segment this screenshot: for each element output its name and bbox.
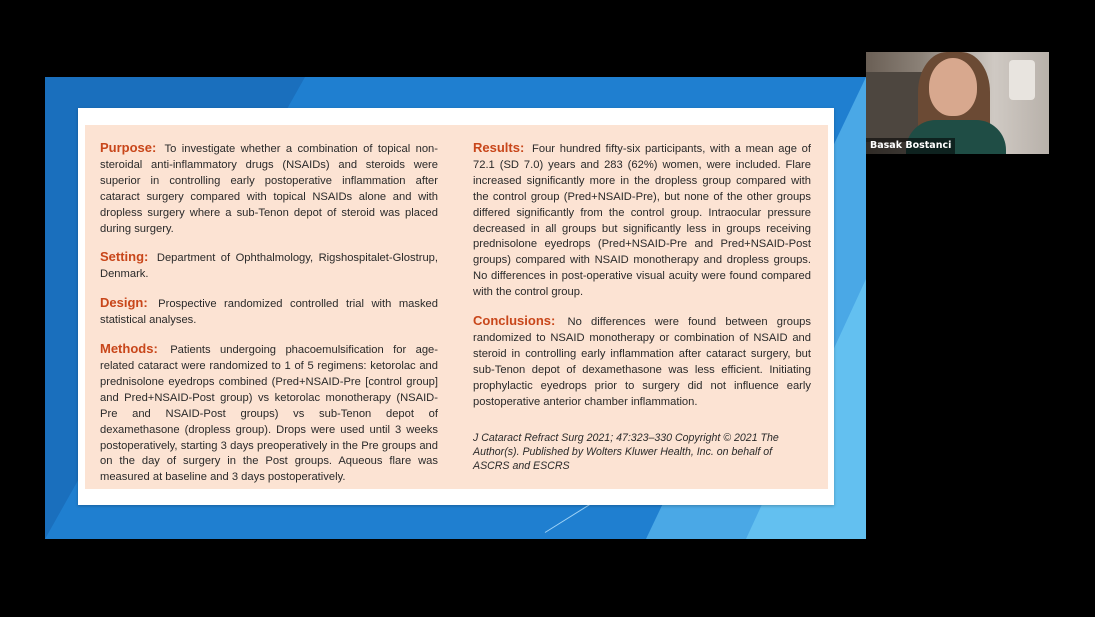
methods-heading: Methods: [100,341,158,357]
results-heading: Results: [473,140,525,155]
abstract-left-column [100,140,438,498]
results-section [473,140,811,301]
participant-name-label: Basak Bostanci [866,138,955,154]
conclusions-section [473,313,811,410]
abstract-panel [85,125,828,489]
slide-decoration-line [545,500,596,533]
design-text: Prospective randomized controlled trial with masked statistical analyses. [100,298,438,327]
setting-section [100,249,438,283]
methods-text: Patients undergoing phacoemulsification for age-related cataract were randomized to 1 of 5 regimens: ketorolac and prednisolone eyedrops combined (Pred+NSAID-Pre [control group] and Pred+NSAID-Post group) vs ketorolac monotherapy (NSAID-Pre and NSAID-Post groups) vs sub-Tenon depot of dexamethasone (dropless group). Drops were used until 3 weeks postoperatively, starting 3 days preoperatively in the Pre groups and on the day of surgery in the Post groups. Aqueous flare was measured at baseline and 3 days postoperatively. [100,344,438,484]
abstract-right-column [473,140,811,483]
purpose-section [100,140,438,237]
conclusions-heading: Conclusions: [473,313,556,329]
purpose-text: To investigate whether a combination of topical non-steroidal anti-inflammatory drugs (NSAIDs) and steroids were superior in controlling early postoperative inflammation after cataract surgery compared with topical NSAIDs alone and with dropless surgery where a sub-Tenon depot of steroid was placed during surgery. [100,143,439,235]
abstract-card [78,108,834,505]
citation-text: J Cataract Refract Surg 2021; 47:323–330 Copyright © 2021 The Author(s). Published by Wolters Kluwer Health, Inc. on behalf of ASCRS and ESCRS [473,431,779,472]
design-heading: Design: [100,295,148,311]
conclusions-text: No differences were found between groups randomized to NSAID monotherapy or combination of NSAID and steroid in controlling early inflammation after cataract surgery, but sub-Tenon depot of dexamethasone was less efficient. Initiating prophylactic eyedrops prior to surgery did not influence early postoperative anterior chamber inflammation. [473,316,811,408]
participant-face [929,58,977,116]
video-background-lamp [1009,60,1035,100]
results-text: Four hundred fifty-six participants, with a mean age of 72.1 (SD 7.0) years and 283 (62%) women, were included. Flare increased significantly more in the dropless group compared with the control group (Pred+NSAID-Pre), but none of the other groups differed significantly from the control group. Intraocular pressure decreased in all groups but significantly less in groups receiving prednisolone eyedrops (Pred+NSAID-Pre and Pred+NSAID-Post groups) compared with NSAID monotherapy and dropless groups. No differences in post-operative visual acuity were found compared with the control group. [473,143,811,299]
design-section [100,295,438,329]
methods-section [100,341,438,486]
purpose-heading: Purpose: [100,140,157,155]
presentation-slide [45,77,866,539]
setting-heading: Setting: [100,249,149,265]
setting-text: Department of Ophthalmology, Rigshospitalet-Glostrup, Denmark. [100,252,438,281]
